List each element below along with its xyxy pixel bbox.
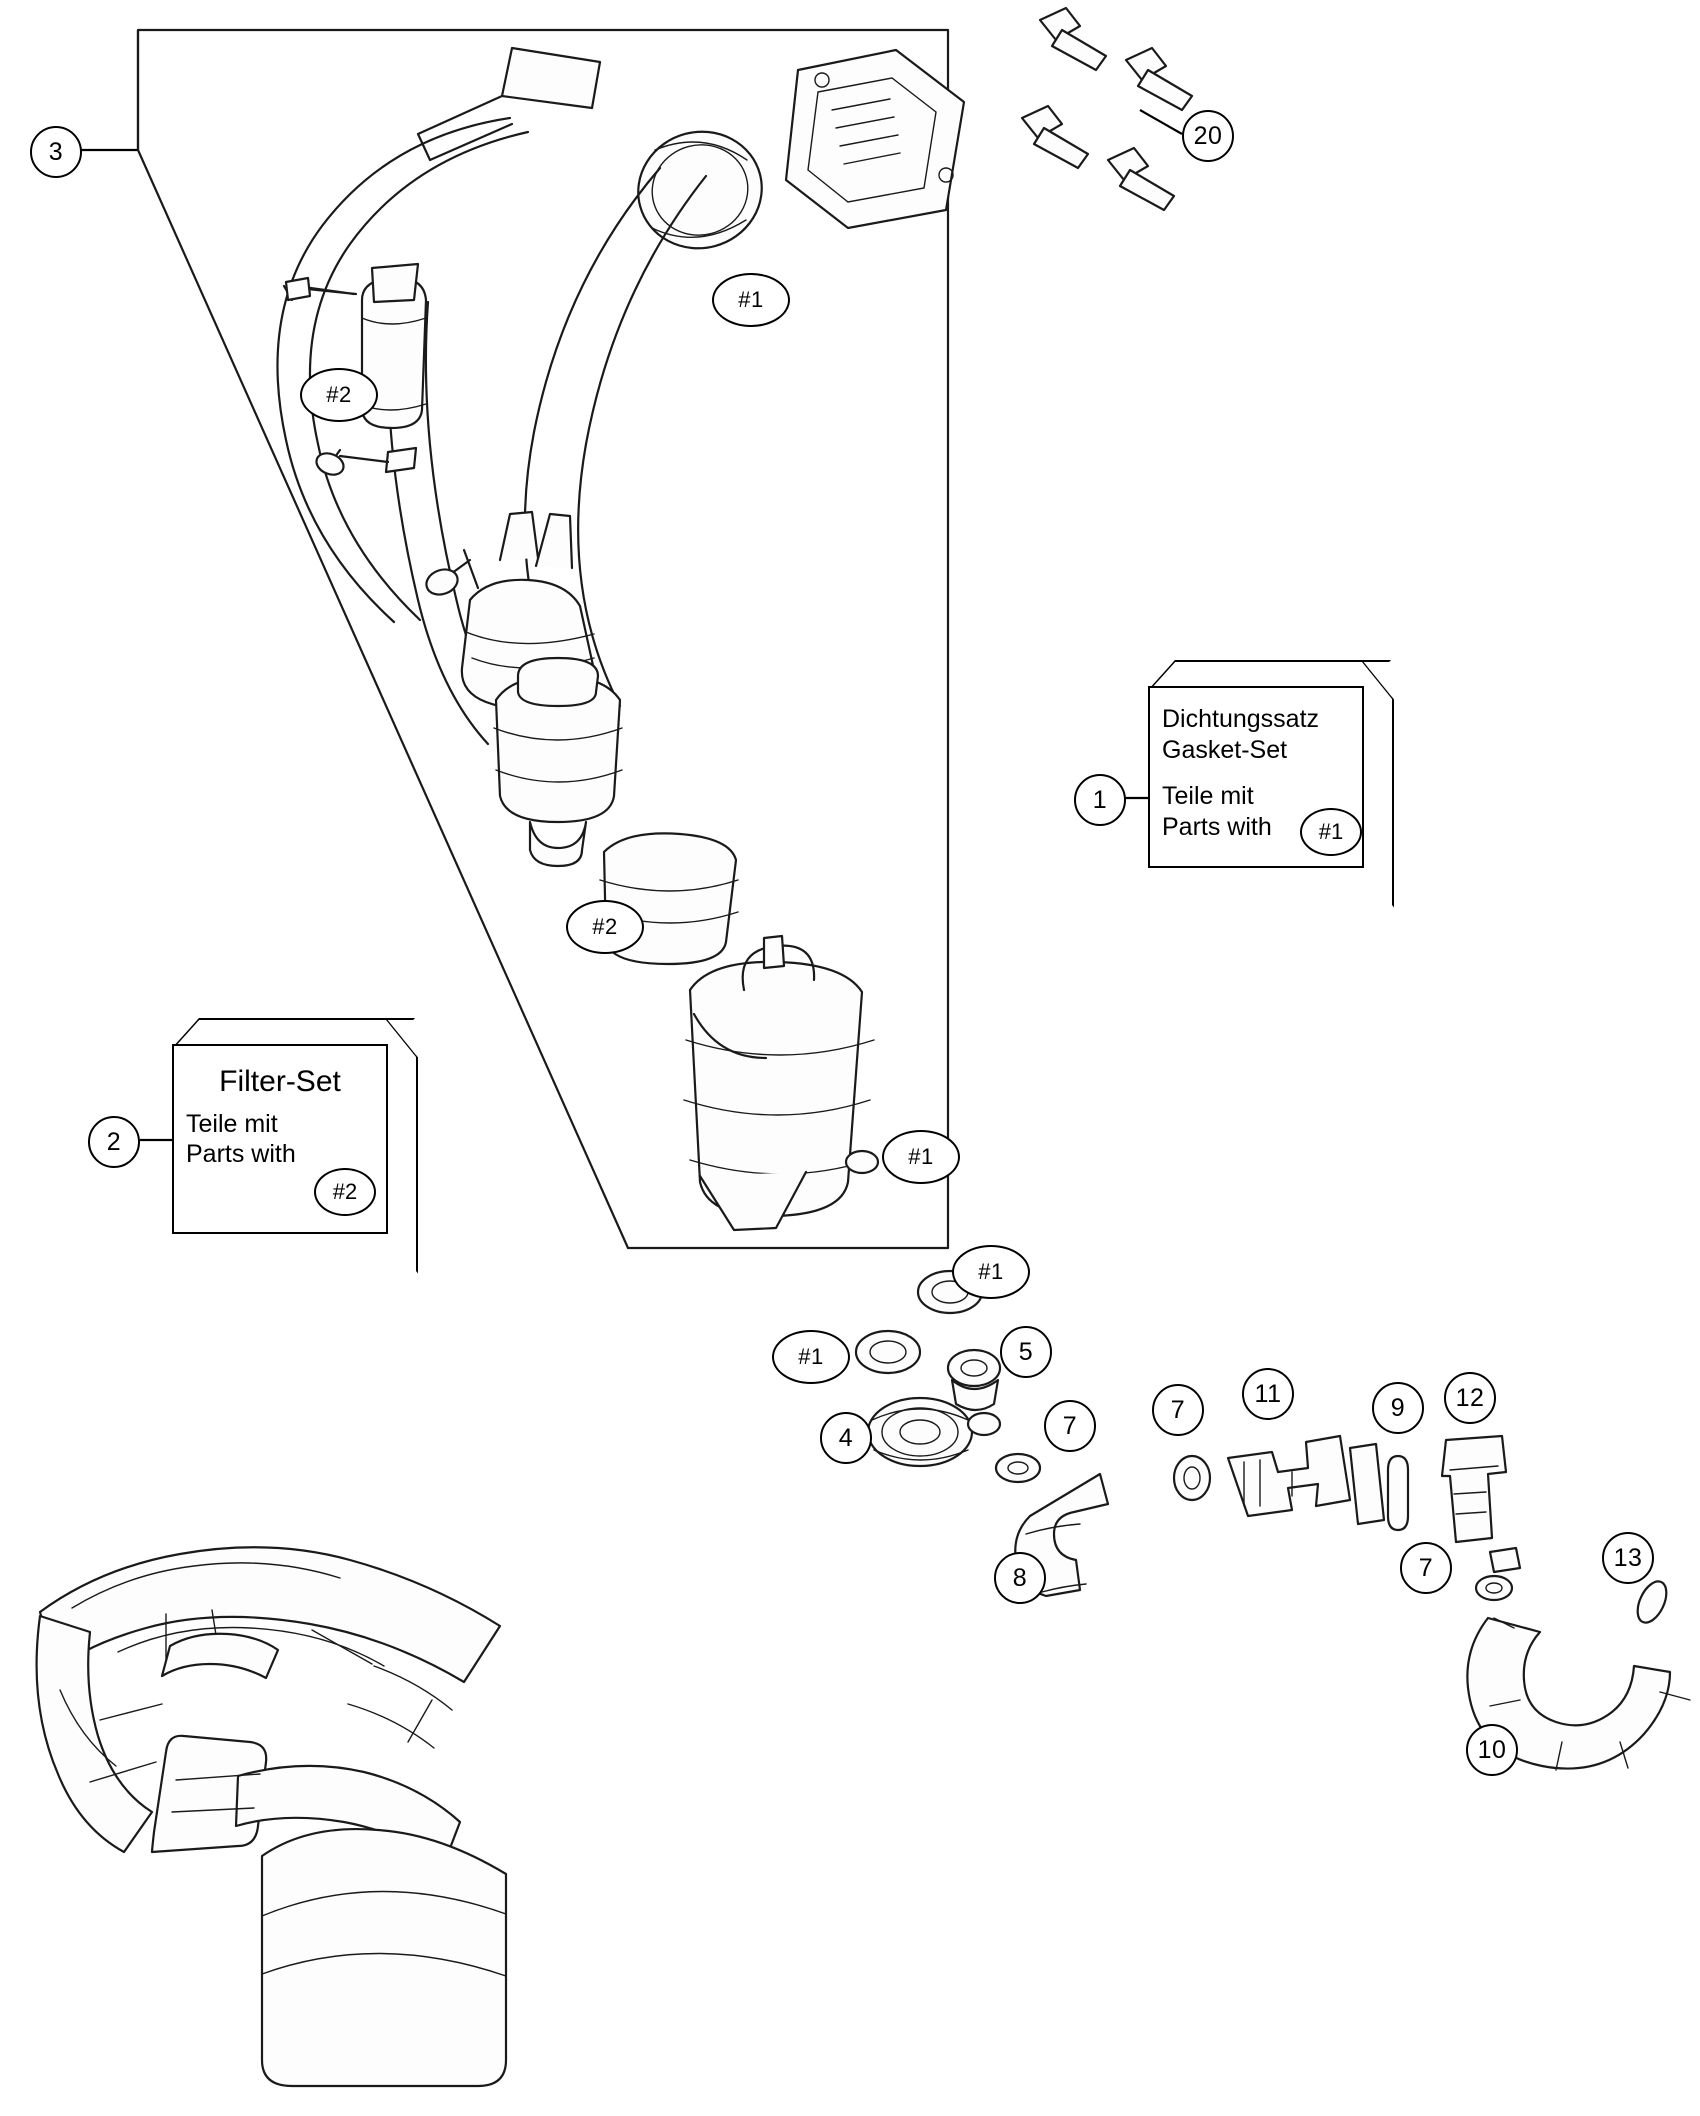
gasket-set-line-de: Teile mit [1162, 782, 1254, 810]
callout-5[interactable]: 5 [1000, 1326, 1052, 1378]
kit-marker-2-a: #2 [300, 368, 378, 422]
filter-set-text [172, 1054, 388, 1180]
callout-2[interactable]: 2 [88, 1116, 140, 1168]
callout-9[interactable]: 9 [1372, 1382, 1424, 1434]
gasket-set-box [1148, 660, 1388, 892]
callout-7-b[interactable]: 7 [1152, 1384, 1204, 1436]
callout-8[interactable]: 8 [994, 1552, 1046, 1604]
filter-set-line-de: Teile mit [186, 1109, 278, 1138]
callout-13[interactable]: 13 [1602, 1532, 1654, 1584]
kit-marker-1-d: #1 [772, 1330, 850, 1384]
gasket-set-badge: #1 [1300, 808, 1362, 856]
callout-20[interactable]: 20 [1182, 110, 1234, 162]
gasket-set-title-de: Dichtungssatz [1162, 705, 1320, 733]
callout-3[interactable]: 3 [30, 126, 82, 178]
callout-12[interactable]: 12 [1444, 1372, 1496, 1424]
callout-7-a[interactable]: 7 [1044, 1400, 1096, 1452]
kit-marker-2-b: #2 [566, 900, 644, 954]
kit-marker-1-c: #1 [952, 1245, 1030, 1299]
filter-set-title: Filter-Set [219, 1065, 341, 1098]
filter-set-line-en: Parts with [186, 1140, 296, 1169]
callout-4[interactable]: 4 [820, 1412, 872, 1464]
gasket-set-line-en: Parts with [1162, 812, 1272, 841]
kit-marker-1-a: #1 [712, 273, 790, 327]
filter-set-box [172, 1018, 418, 1258]
callout-1[interactable]: 1 [1074, 774, 1126, 826]
kit-marker-1-b: #1 [882, 1130, 960, 1184]
gasket-set-title-en: Gasket-Set [1162, 735, 1288, 764]
callout-10[interactable]: 10 [1466, 1724, 1518, 1776]
callout-11[interactable]: 11 [1242, 1368, 1294, 1420]
filter-set-badge: #2 [314, 1168, 376, 1216]
callout-7-c[interactable]: 7 [1400, 1542, 1452, 1594]
